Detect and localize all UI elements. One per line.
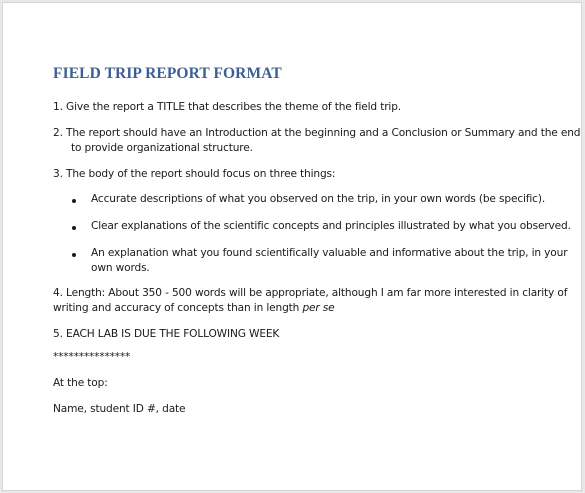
list-item-2-line-1: 2. The report should have an Introduction at the beginning and a Conclusion or Summary and the end	[53, 127, 581, 139]
bullet-item-2: Clear explanations of the scientific concepts and principles illustrated by what you observed.	[91, 220, 571, 232]
bullet-dot-3	[72, 253, 76, 257]
bullet-dot-2	[72, 226, 76, 230]
document-title: FIELD TRIP REPORT FORMAT	[53, 65, 282, 82]
bullet-dot-1	[72, 199, 76, 203]
list-item-4-line-1: 4. Length: About 350 - 500 words will be appropriate, although I am far more interested in clarity of	[53, 287, 568, 299]
at-top-label: At the top:	[53, 377, 108, 389]
bullet-item-1: Accurate descriptions of what you observed on the trip, in your own words (be specific).	[91, 193, 546, 205]
list-item-4-line-2	[53, 302, 335, 314]
bullet-item-3-line-1: An explanation what you found scientifically valuable and informative about the trip, in your	[91, 247, 568, 259]
document-page	[2, 2, 582, 491]
list-item-5: 5. EACH LAB IS DUE THE FOLLOWING WEEK	[53, 328, 280, 340]
separator-stars: ***************	[53, 351, 131, 363]
list-item-1: 1. Give the report a TITLE that describes the theme of the field trip.	[53, 101, 401, 113]
bullet-item-3-line-2: own words.	[91, 262, 150, 274]
list-item-2-line-2: to provide organizational structure.	[71, 142, 253, 154]
list-item-3: 3. The body of the report should focus on three things:	[53, 168, 336, 180]
list-item-4-line-2-text: writing and accuracy of concepts than in length	[53, 302, 303, 314]
per-se-italic: per se	[302, 302, 335, 314]
header-fields-text: Name, student ID #, date	[53, 403, 186, 415]
